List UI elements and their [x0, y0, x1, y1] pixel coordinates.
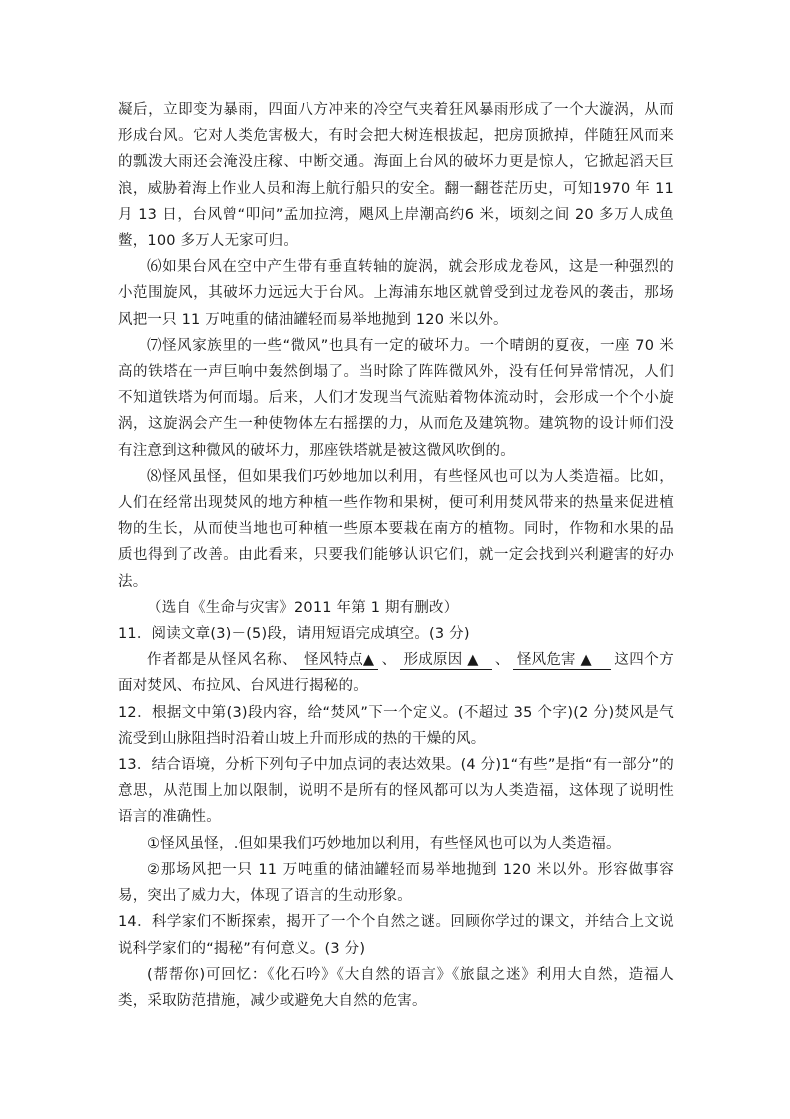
question-13-item-1: ①怪风虽怪，.但如果我们巧妙地加以利用，有些怪风也可以为人类造福。 — [147, 835, 621, 852]
question-11-fill — [118, 647, 674, 699]
answer-blank-1[interactable]: 怪风特点▲ — [300, 651, 378, 670]
question-13-item-2: ②那场风把一只 11 万吨重的储油罐轻而易举地抛到 120 米以外。形容做事容易，突出了威力大，体现了语言的生动形象。 — [118, 861, 674, 905]
paragraph-8: ⑻怪风虽怪，但如果我们巧妙地加以利用，有些怪风也可以为人类造福。比如，人们在经常出现焚风的地方种植一些作物和果树，便可利用焚风带来的热量来促进植物的生长，从而使当地也可种植一些原本要栽在南方的植物。同时，作物和水果的品质也得到了改善。由此看来，只要我们能够认识它们，就一定会找到兴利避害的好办法。 — [118, 468, 674, 590]
question-12: 12．根据文中第(3)段内容，给“焚风”下一个定义。(不超过 35 个字)(2 分)焚风是气流受到山脉阻挡时沿着山坡上升而形成的热的干燥的风。 — [118, 704, 674, 747]
separator: 、 — [494, 652, 510, 669]
answer-blank-2[interactable]: 形成原因 ▲ — [400, 651, 492, 670]
document-body — [118, 97, 674, 1014]
question-11-prefix: 作者都是从怪风名称、 — [147, 652, 298, 669]
separator: 、 — [381, 652, 397, 669]
paragraph-6: ⑹如果台风在空中产生带有垂直转轴的旋涡，就会形成龙卷风，这是一种强烈的小范围旋风，其破坏力远远大于台风。上海浦东地区就曾受到过龙卷风的袭击，那场风把一只 11 万吨重的储油罐轻而易举地抛到 120 米以外。 — [118, 259, 674, 328]
question-11-stem: 11．阅读文章(3)－(5)段，请用短语完成填空。(3 分) — [118, 626, 470, 643]
paragraph-5-continued: 凝后，立即变为暴雨，四面八方冲来的冷空气夹着狂风暴雨形成了一个大漩涡，从而形成台风。它对人类危害极大，有时会把大树连根拔起，把房顶掀掉，伴随狂风而来的瓢泼大雨还会淹没庄稼、中断交通。海面上台风的破坏力更是惊人，它掀起滔天巨浪，威胁着海上作业人员和海上航行船只的安全。翻一翻苍茫历史，可知1970 年 11 月 13 日，台风曾“叩问”孟加拉湾，飓风上岸潮高约6 米，顷刻之间 20 多万人成鱼鳖，100 多万人无家可归。 — [118, 102, 674, 250]
paragraph-7: ⑺怪风家族里的一些“微风”也具有一定的破坏力。一个晴朗的夏夜，一座 70 米高的铁塔在一声巨响中轰然倒塌了。当时除了阵阵微风外，没有任何异常情况，人们不知道铁塔为何而塌。后来，人们才发现当气流贴着物体流动时，会形成一个个小旋涡，这旋涡会产生一种使物体左右摇摆的力，从而危及建筑物。建筑物的设计师们没有注意到这种微风的破坏力，那座铁塔就是被这微风吹倒的。 — [118, 337, 674, 459]
question-11-suffix: 这四个方面对焚风、布拉风、台风进行揭秘的。 — [118, 652, 674, 695]
question-14: 14．科学家们不断探索，揭开了一个个自然之谜。回顾你学过的课文，并结合上文说说科学家们的“揭秘”有何意义。(3 分) — [118, 914, 674, 957]
source-citation: （选自《生命与灾害》2011 年第 1 期有删改） — [147, 599, 459, 616]
question-14-answer: (帮帮你)可回忆：《化石吟》《大自然的语言》《旅鼠之迷》利用大自然，造福人类，采取防范措施，减少或避免大自然的危害。 — [118, 966, 674, 1009]
question-13: 13．结合语境，分析下列句子中加点词的表达效果。(4 分)1“有些”是指“有一部分”的意思，从范围上加以限制，说明不是所有的怪风都可以为人类造福，这体现了说明性语言的准确性。 — [118, 757, 674, 826]
answer-blank-3[interactable]: 怪风危害 ▲ — [513, 651, 611, 670]
